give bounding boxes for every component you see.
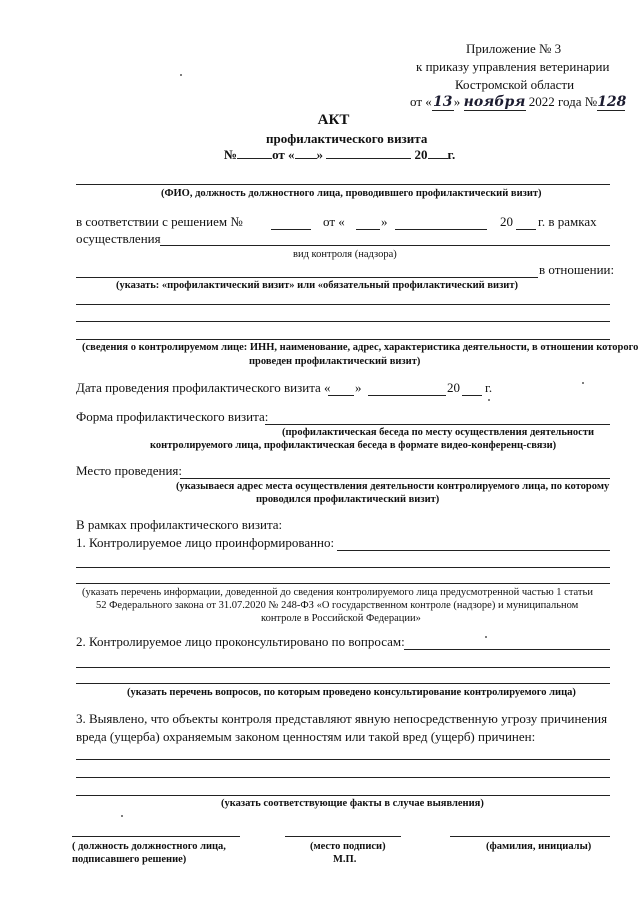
- scan-speck: [488, 399, 490, 401]
- order-date-line: [410, 94, 625, 111]
- decision-label: в соответствии с решением №: [76, 214, 243, 229]
- name-caption: (фамилия, инициалы): [486, 841, 592, 852]
- order-date-mid: »: [453, 94, 461, 109]
- signature-place-caption: (место подписи): [310, 841, 386, 852]
- decision-from: от «: [323, 214, 345, 229]
- act-title: АКТ: [317, 112, 350, 128]
- control-type-label: осуществления: [76, 231, 161, 246]
- act-day-field: [295, 158, 317, 159]
- order-number: 128: [597, 94, 627, 110]
- position-caption-1: ( должность должностного лица,: [72, 841, 226, 852]
- act-year-suffix: г.: [447, 147, 456, 162]
- decision-close: »: [381, 214, 388, 229]
- item3-field-1: [76, 759, 610, 760]
- act-month-field: [326, 158, 411, 159]
- item1-field-2: [76, 567, 610, 568]
- item3-line-1: 3. Выявлено, что объекты контроля представляют явную непосредственную угрозу причинения: [76, 711, 608, 726]
- item1-field-1: [337, 550, 610, 551]
- item2-field-3: [76, 683, 610, 684]
- order-date-prefix: от «: [410, 94, 432, 109]
- decision-day-field: [356, 229, 380, 230]
- appendix-number: Приложение № 3: [466, 41, 562, 56]
- controlled-field-2: [76, 321, 610, 322]
- decision-year: 20: [500, 214, 513, 229]
- visit-form-label: Форма профилактического визита:: [76, 409, 269, 424]
- region-name: Костромской области: [455, 77, 575, 92]
- decision-number-field: [271, 229, 311, 230]
- controlled-caption-1: (сведения о контролируемом лице: ИНН, наименование, адрес, характеристика деятельности, в отношении которого: [82, 342, 639, 353]
- item2-field-1: [404, 649, 610, 650]
- act-year-field: [428, 158, 448, 159]
- item3-field-3: [76, 795, 610, 796]
- control-type-caption: вид контроля (надзора): [293, 249, 397, 260]
- place-caption-2: проводился профилактический визит): [256, 494, 440, 505]
- item2-label: 2. Контролируемое лицо проконсультировано по вопросам:: [76, 634, 405, 649]
- visit-form-caption-1: (профилактическая беседа по месту осуществления деятельности: [282, 427, 595, 438]
- scan-speck: [582, 382, 584, 384]
- visit-form-caption-2: контролируемого лица, профилактическая беседа в формате видео-конференц-связи): [150, 440, 557, 451]
- visit-date-year-suffix: г.: [485, 380, 493, 395]
- controlled-field-3: [76, 339, 610, 340]
- place-field: [180, 478, 610, 479]
- act-number-field: [237, 158, 272, 159]
- position-caption-2: подписавшего решение): [72, 854, 187, 865]
- name-signature-field: [450, 836, 610, 837]
- visit-date-day-field: [328, 395, 354, 396]
- decision-year-field: [516, 229, 536, 230]
- item2-caption: (указать перечень вопросов, по которым проведено консультирование контролируемого лица): [127, 687, 576, 698]
- control-type-field: [160, 245, 610, 246]
- controlled-caption-2: проведен профилактический визит): [249, 356, 421, 367]
- item1-field-3: [76, 583, 610, 584]
- order-date-day: 13: [433, 94, 453, 110]
- scan-speck: [485, 636, 487, 638]
- visit-date-month-field: [368, 395, 446, 396]
- place-caption-1: (указываеся адрес места осуществления деятельности контролируемого лица, по которому: [176, 481, 610, 492]
- act-year-label: 20: [414, 147, 428, 162]
- act-from-label: от «: [272, 147, 295, 162]
- act-quote-close: »: [316, 147, 324, 162]
- visit-date-close: »: [355, 380, 362, 395]
- item1-caption-2: 52 Федерального закона от 31.07.2020 № 248-ФЗ «О государственном контроле (надзоре) и муниципальном: [96, 600, 579, 611]
- regarding-label: в отношении:: [539, 262, 615, 277]
- order-date-month: ноября: [463, 94, 526, 110]
- order-reference: к приказу управления ветеринарии: [416, 59, 610, 74]
- item3-caption: (указать соответствующие факты в случае выявления): [221, 798, 484, 809]
- place-signature-field: [285, 836, 401, 837]
- official-caption: (ФИО, должность должностного лица, проводившего профилактический визит): [161, 188, 542, 199]
- decision-month-field: [395, 229, 487, 230]
- scan-speck: [121, 815, 123, 817]
- position-signature-field: [72, 836, 240, 837]
- stamp-label: М.П.: [333, 854, 357, 865]
- item3-field-2: [76, 777, 610, 778]
- decision-year-suffix: г. в рамках: [538, 214, 597, 229]
- visit-date-label: Дата проведения профилактического визита «: [76, 380, 331, 395]
- place-label: Место проведения:: [76, 463, 183, 478]
- item1-caption-3: контроле в Российской Федерации»: [261, 613, 421, 624]
- order-date-year: 2022 года №: [528, 94, 598, 109]
- visit-date-year-field: [462, 395, 482, 396]
- visit-type-caption: (указать: «профилактический визит» или «обязательный профилактический визит): [116, 280, 518, 291]
- item3-line-2: вреда (ущерба) охраняемым законом ценностям или такой вред (ущерб) причинен:: [76, 729, 536, 744]
- within-visit-heading: В рамках профилактического визита:: [76, 517, 283, 532]
- visit-date-year: 20: [447, 380, 460, 395]
- item2-field-2: [76, 667, 610, 668]
- act-number-line: [224, 147, 455, 163]
- item1-caption-1: (указать перечень информации, доведенной до сведения контролируемого лица предусмотренной частью 1 статьи: [82, 587, 593, 598]
- item1-label: 1. Контролируемое лицо проинформированно:: [76, 535, 335, 550]
- act-number-label: №: [224, 147, 238, 162]
- act-subtitle: профилактического визита: [266, 131, 428, 146]
- official-field: [76, 184, 610, 185]
- visit-type-field: [76, 277, 538, 278]
- visit-form-field: [265, 424, 610, 425]
- controlled-field-1: [76, 304, 610, 305]
- scan-speck: [180, 74, 182, 76]
